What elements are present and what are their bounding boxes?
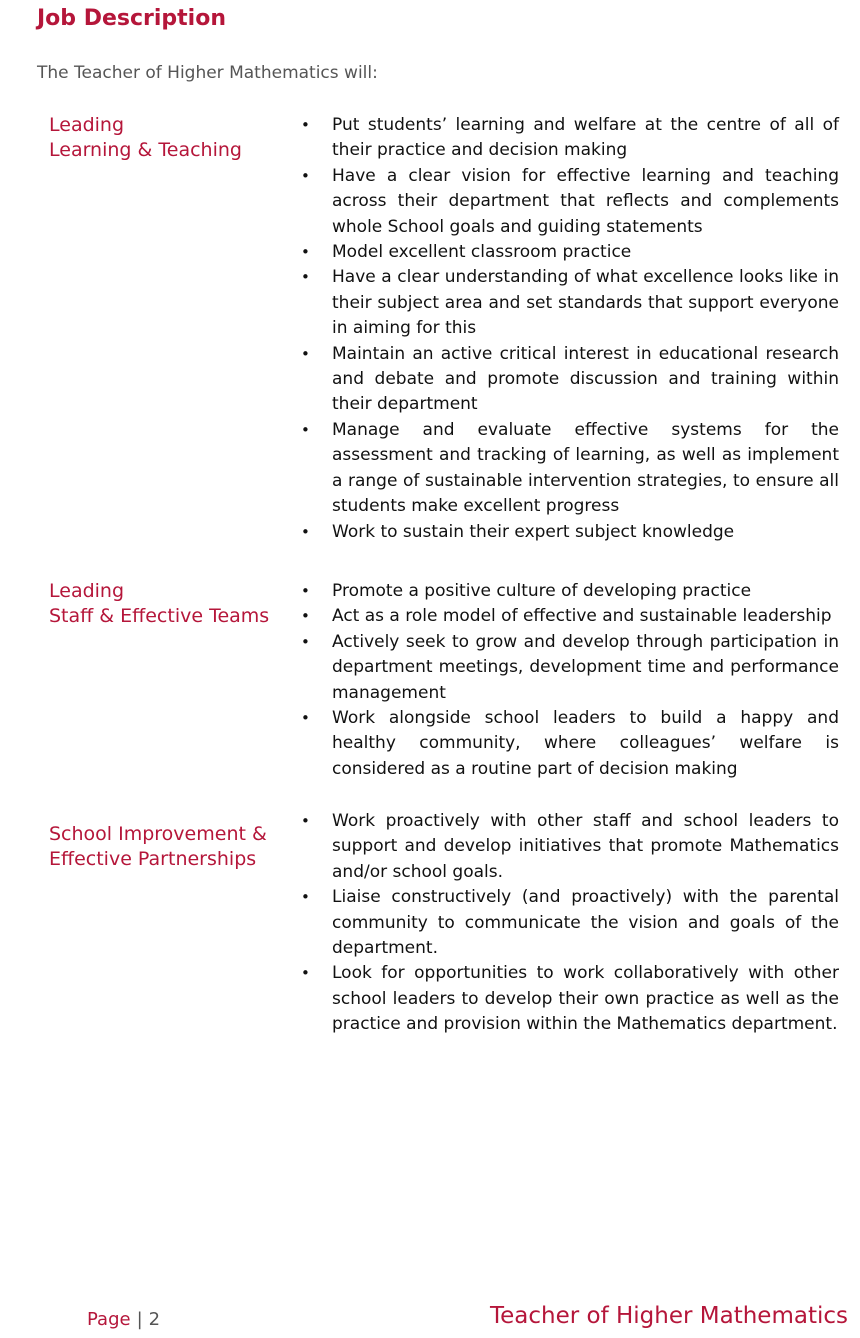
section-heading-line: Leading bbox=[49, 580, 125, 602]
list-item: • Work proactively with other staff and school leaders to support and develop initiatives that promote Mathematics and/or school goals. bbox=[300, 809, 839, 885]
bullet-list bbox=[300, 579, 839, 782]
list-item: • Put students’ learning and welfare at the centre of all of their practice and decision making bbox=[300, 113, 839, 164]
page-number: 2 bbox=[148, 1309, 161, 1330]
list-item: • Actively seek to grow and develop through participation in department meetings, development time and performance management bbox=[300, 630, 839, 706]
list-item: • Manage and evaluate effective systems for the assessment and tracking of learning, as well as implement a range of sustainable intervention strategies, to ensure all students make excellent progress bbox=[300, 418, 839, 520]
list-item: • Maintain an active critical interest in educational research and debate and promote discussion and training within their department bbox=[300, 342, 839, 418]
section-heading-line: Effective Partnerships bbox=[49, 848, 257, 870]
section-heading bbox=[49, 579, 289, 629]
footer-document-title: Teacher of Higher Mathematics bbox=[489, 1303, 848, 1329]
footer-page-number bbox=[87, 1309, 160, 1330]
section-heading-line: Learning & Teaching bbox=[49, 139, 242, 161]
list-item: • Liaise constructively (and proactively) with the parental community to communicate the vision and goals of the department. bbox=[300, 885, 839, 961]
page-label: Page bbox=[87, 1309, 131, 1330]
list-item: • Model excellent classroom practice bbox=[300, 240, 839, 265]
list-item: • Have a clear vision for effective learning and teaching across their department that reflects and complements whole School goals and guiding statements bbox=[300, 164, 839, 240]
list-item: • Work to sustain their expert subject knowledge bbox=[300, 520, 839, 545]
list-item: • Act as a role model of effective and sustainable leadership bbox=[300, 604, 839, 629]
section-heading bbox=[49, 822, 289, 872]
page-title: Job Description bbox=[37, 6, 226, 31]
section-heading-line: School Improvement & bbox=[49, 823, 267, 845]
bullet-list bbox=[300, 113, 839, 545]
list-item: • Have a clear understanding of what excellence looks like in their subject area and set standards that support everyone in aiming for this bbox=[300, 265, 839, 341]
list-item: • Work alongside school leaders to build a happy and healthy community, where colleagues’ welfare is considered as a routine part of decision making bbox=[300, 706, 839, 782]
intro-text: The Teacher of Higher Mathematics will: bbox=[37, 63, 378, 83]
section-heading bbox=[49, 113, 289, 163]
list-item: • Promote a positive culture of developing practice bbox=[300, 579, 839, 604]
section-heading-line: Staff & Effective Teams bbox=[49, 605, 270, 627]
section-heading-line: Leading bbox=[49, 114, 125, 136]
bullet-list bbox=[300, 809, 839, 1038]
list-item: • Look for opportunities to work collaboratively with other school leaders to develop their own practice as well as the practice and provision within the Mathematics department. bbox=[300, 961, 839, 1037]
page-separator: | bbox=[136, 1309, 143, 1330]
